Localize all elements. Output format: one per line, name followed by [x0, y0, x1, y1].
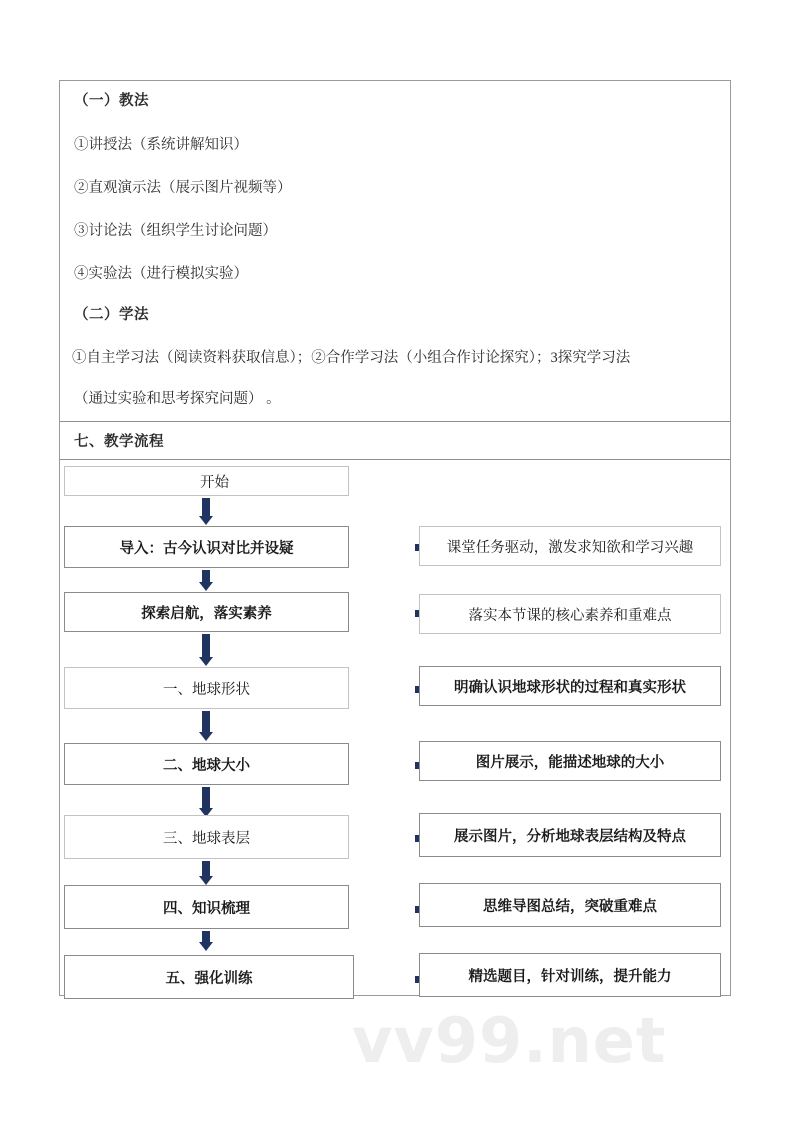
- flow-box-step-7: [64, 955, 354, 999]
- flow-box-step-4: [64, 743, 349, 785]
- flow-box-step-2: [64, 592, 349, 632]
- flow-box-step-3: [64, 667, 349, 709]
- flow-note-4: [419, 741, 721, 781]
- teaching-methods-title: （一）教法: [74, 93, 149, 109]
- flow-note-5: [419, 813, 721, 857]
- methods-and-learning-cell: [60, 81, 730, 422]
- flow-note-4-label: 图片展示，能描述地球的大小: [475, 754, 665, 771]
- learning-methods-line-2: （通过实验和思考探究问题） 。: [74, 391, 281, 407]
- teaching-method-item-2: ②直观演示法（展示图片视频等）: [74, 180, 292, 196]
- teaching-flow-heading: 七、教学流程: [74, 434, 164, 450]
- flow-box-step-6-label: 四、知识梳理: [163, 900, 250, 917]
- flow-box-step-4-label: 二、地球大小: [163, 757, 250, 774]
- site-watermark: vv99.net: [352, 1004, 667, 1077]
- flow-arrow-down-5: [202, 787, 210, 809]
- learning-methods-line-1: ①自主学习法（阅读资料获取信息）；②合作学习法（小组合作讨论探究）；3探究学习法: [72, 350, 631, 366]
- flow-note-3-label: 明确认识地球形状的过程和真实形状: [454, 679, 686, 696]
- flow-note-2-label: 落实本节课的核心素养和重难点: [468, 607, 672, 624]
- flow-note-7: [419, 953, 721, 997]
- learning-methods-title: （二）学法: [74, 307, 149, 323]
- flow-note-7-label: 精选题目，针对训练，提升能力: [468, 968, 672, 985]
- flow-box-step-1-label: 导入：古今认识对比并设疑: [119, 540, 294, 557]
- teaching-flow-heading-cell: [60, 422, 730, 460]
- flow-arrow-down-6: [202, 861, 210, 877]
- flow-box-step-7-label: 五、强化训练: [165, 970, 253, 987]
- flow-chart: [60, 460, 730, 995]
- flow-arrow-down-2: [202, 570, 210, 583]
- flow-note-2: [419, 594, 721, 634]
- flow-box-step-1: [64, 526, 349, 568]
- teaching-flow-chart-cell: [60, 460, 730, 995]
- flow-box-step-6: [64, 885, 349, 929]
- flow-note-6-label: 思维导图总结，突破重难点: [483, 898, 657, 915]
- flow-arrow-down-1: [202, 498, 210, 517]
- flow-box-start-label: 开始: [200, 474, 229, 491]
- flow-box-step-2-label: 探索启航，落实素养: [141, 605, 272, 622]
- flow-note-1: [419, 526, 721, 566]
- teaching-method-item-1: ①讲授法（系统讲解知识）: [74, 137, 248, 153]
- flow-box-step-5: [64, 815, 349, 859]
- flow-box-step-5-label: 三、地球表层: [163, 830, 250, 847]
- teaching-method-item-3: ③讨论法（组织学生讨论问题）: [74, 223, 277, 239]
- lesson-plan-table: [59, 80, 731, 996]
- teaching-method-item-4: ④实验法（进行模拟实验）: [74, 266, 248, 282]
- flow-note-6: [419, 883, 721, 927]
- flow-box-step-3-label: 一、地球形状: [163, 681, 250, 698]
- flow-note-5-label: 展示图片，分析地球表层结构及特点: [454, 828, 686, 845]
- flow-note-3: [419, 666, 721, 706]
- flow-arrow-down-4: [202, 711, 210, 733]
- flow-note-1-label: 课堂任务驱动，激发求知欲和学习兴趣: [446, 539, 694, 556]
- flow-arrow-down-7: [202, 931, 210, 943]
- flow-box-start: [64, 466, 349, 496]
- flow-arrow-down-3: [202, 634, 210, 658]
